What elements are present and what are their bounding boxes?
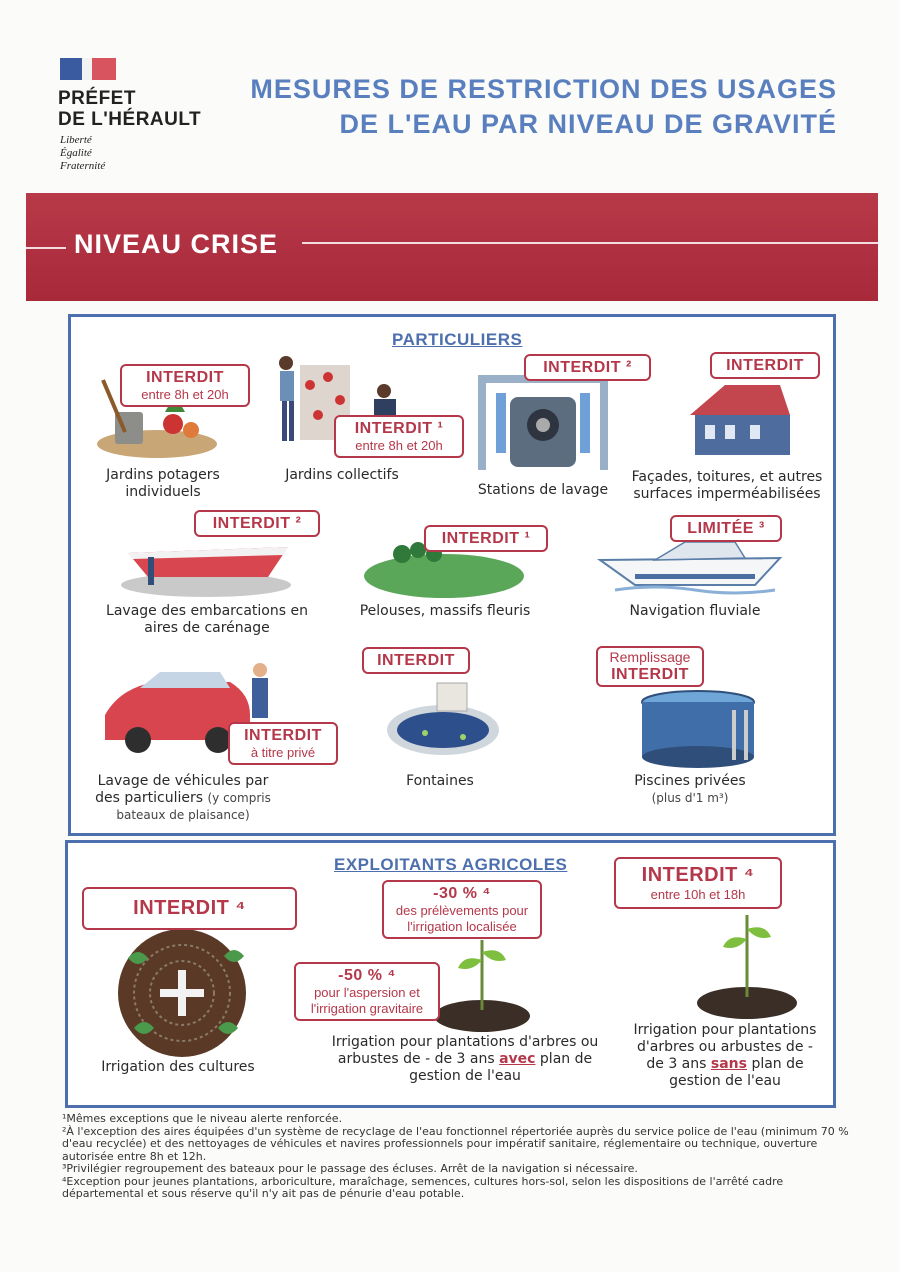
caption-main: Piscines privées xyxy=(634,773,746,789)
sapling-illustration-sans xyxy=(695,905,805,1020)
caption-fontaines: Fontaines xyxy=(406,773,474,789)
devise-egalite: Égalité xyxy=(60,147,92,159)
prefet-line-2: DE L'HÉRAULT xyxy=(58,109,202,130)
status-text: INTERDIT ⁴ xyxy=(641,864,755,886)
boat-careening-illustration xyxy=(118,535,293,600)
caption-end: plan de gestion de l'eau xyxy=(669,1056,804,1089)
banner-rule-right xyxy=(302,242,878,244)
footnote-1: ¹Mêmes exceptions que le niveau alerte renforcée. xyxy=(62,1112,343,1125)
status-badge-reduction-50 xyxy=(294,962,440,1021)
status-badge-piscines xyxy=(596,646,704,687)
footnote-2: ²À l'exception des aires équipées d'un système de recyclage de l'eau fonctionnel répertoriée auprès du service police de l'eau (minimum 70 % d'eau recyclée) et des nettoyages de véhicules et navires professionnels pour impératif sanitaire, réglementaire ou technique, ouverture autorisée entre 8h et 12h. xyxy=(62,1124,849,1163)
status-text: -30 % ⁴ xyxy=(433,885,491,902)
status-badge-jardins-potagers xyxy=(120,364,250,407)
irrigation-illustration xyxy=(98,928,266,1058)
agricoles-title: EXPLOITANTS AGRICOLES xyxy=(334,855,568,874)
devise-fraternite: Fraternité xyxy=(60,160,106,172)
status-badge-stations-lavage xyxy=(524,354,651,381)
footnotes xyxy=(62,1113,852,1201)
status-text: INTERDIT xyxy=(377,652,455,669)
status-detail: entre 8h et 20h xyxy=(141,387,229,402)
status-badge-navigation xyxy=(670,515,782,542)
caption-lavage-vehicules xyxy=(88,773,278,824)
status-badge-carenage xyxy=(194,510,320,537)
caption-sub: (y compris bateaux de plaisance) xyxy=(116,791,271,822)
status-text: INTERDIT ¹ xyxy=(354,420,444,437)
status-badge-reduction-30 xyxy=(382,880,542,939)
status-detail: pour l'aspersion et l'irrigation gravitaire xyxy=(310,985,424,1016)
fountain-illustration xyxy=(385,675,505,760)
caption-jardins-potagers: Jardins potagers individuels xyxy=(106,467,220,500)
caption-main: Irrigation pour plantations d'arbres ou arbustes de - de 3 ans xyxy=(633,1022,817,1072)
car-wash-illustration xyxy=(478,375,608,475)
caption-end: plan de gestion de l'eau xyxy=(409,1051,593,1084)
status-text: INTERDIT ² xyxy=(212,515,302,532)
particuliers-title: PARTICULIERS xyxy=(392,330,523,349)
status-pre: Remplissage xyxy=(609,649,691,665)
title-line-1: MESURES DE RESTRICTION DES USAGES xyxy=(250,74,837,104)
footnote-4: ⁴Exception pour jeunes plantations, arboriculture, maraîchage, semences, cultures hors-sol, selon les dispositions de l'arrêté cadre départemental et sous réserve qu'il n'y ait pas de pénurie d'eau potable. xyxy=(62,1174,784,1200)
status-badge-plantations-sans xyxy=(614,857,782,909)
caption-stations-lavage: Stations de lavage xyxy=(477,482,609,498)
status-text: INTERDIT xyxy=(146,369,224,386)
level-title: NIVEAU CRISE xyxy=(74,229,279,259)
devise-liberte: Liberté xyxy=(60,134,92,146)
caption-emphasis: avec xyxy=(499,1051,536,1067)
status-badge-facades xyxy=(710,352,820,379)
status-badge-jardins-collectifs xyxy=(334,415,464,458)
caption-carenage: Lavage des embarcations en aires de carénage xyxy=(106,603,308,636)
caption-piscines xyxy=(620,773,760,807)
title-line-2: DE L'EAU PAR NIVEAU DE GRAVITÉ xyxy=(339,109,837,139)
prefet-label xyxy=(58,88,201,130)
pool-illustration xyxy=(640,690,760,770)
caption-jardins-collectifs: Jardins collectifs xyxy=(285,467,399,483)
caption-main: Lavage de véhicules par des particuliers xyxy=(95,773,269,806)
status-detail: des prélèvements pour l'irrigation localisée xyxy=(395,903,529,934)
caption-pelouses: Pelouses, massifs fleuris xyxy=(359,603,531,619)
status-detail: entre 10h et 18h xyxy=(650,887,746,902)
caption-irrigation-cultures: Irrigation des cultures xyxy=(101,1059,255,1075)
marianne-logo xyxy=(60,58,116,80)
status-text: INTERDIT xyxy=(611,666,689,683)
status-badge-pelouses xyxy=(424,525,548,552)
page-title xyxy=(250,72,837,142)
caption-plantations-sans xyxy=(628,1022,822,1090)
status-text: INTERDIT xyxy=(244,727,322,744)
status-text: LIMITÉE ³ xyxy=(687,520,765,537)
house-illustration xyxy=(680,380,795,460)
footnote-3: ³Privilégier regroupement des bateaux pour le passage des écluses. Arrêt de la navigation si nécessaire. xyxy=(62,1162,638,1175)
status-text: -50 % ⁴ xyxy=(338,967,396,984)
status-detail: à titre privé xyxy=(250,745,316,760)
status-badge-irrigation-cultures xyxy=(82,887,297,930)
level-banner xyxy=(26,193,878,301)
status-text: INTERDIT ⁴ xyxy=(133,897,246,919)
banner-rule-left xyxy=(26,247,66,249)
status-text: INTERDIT ¹ xyxy=(441,530,531,547)
status-badge-lavage-vehicules xyxy=(228,722,338,765)
caption-main: Irrigation pour plantations d'arbres ou arbustes de - de 3 ans xyxy=(331,1034,599,1067)
prefet-line-1: PRÉFET xyxy=(58,88,136,109)
caption-emphasis: sans xyxy=(710,1056,747,1072)
caption-sub: (plus d'1 m³) xyxy=(651,791,729,805)
caption-navigation: Navigation fluviale xyxy=(629,603,761,619)
caption-facades: Façades, toitures, et autres surfaces imperméabilisées xyxy=(631,469,823,502)
status-badge-fontaines xyxy=(362,647,470,674)
devise xyxy=(60,134,105,173)
status-text: INTERDIT ² xyxy=(543,359,632,376)
status-detail: entre 8h et 20h xyxy=(355,438,443,453)
caption-plantations-avec xyxy=(330,1034,600,1085)
status-text: INTERDIT xyxy=(726,357,804,374)
